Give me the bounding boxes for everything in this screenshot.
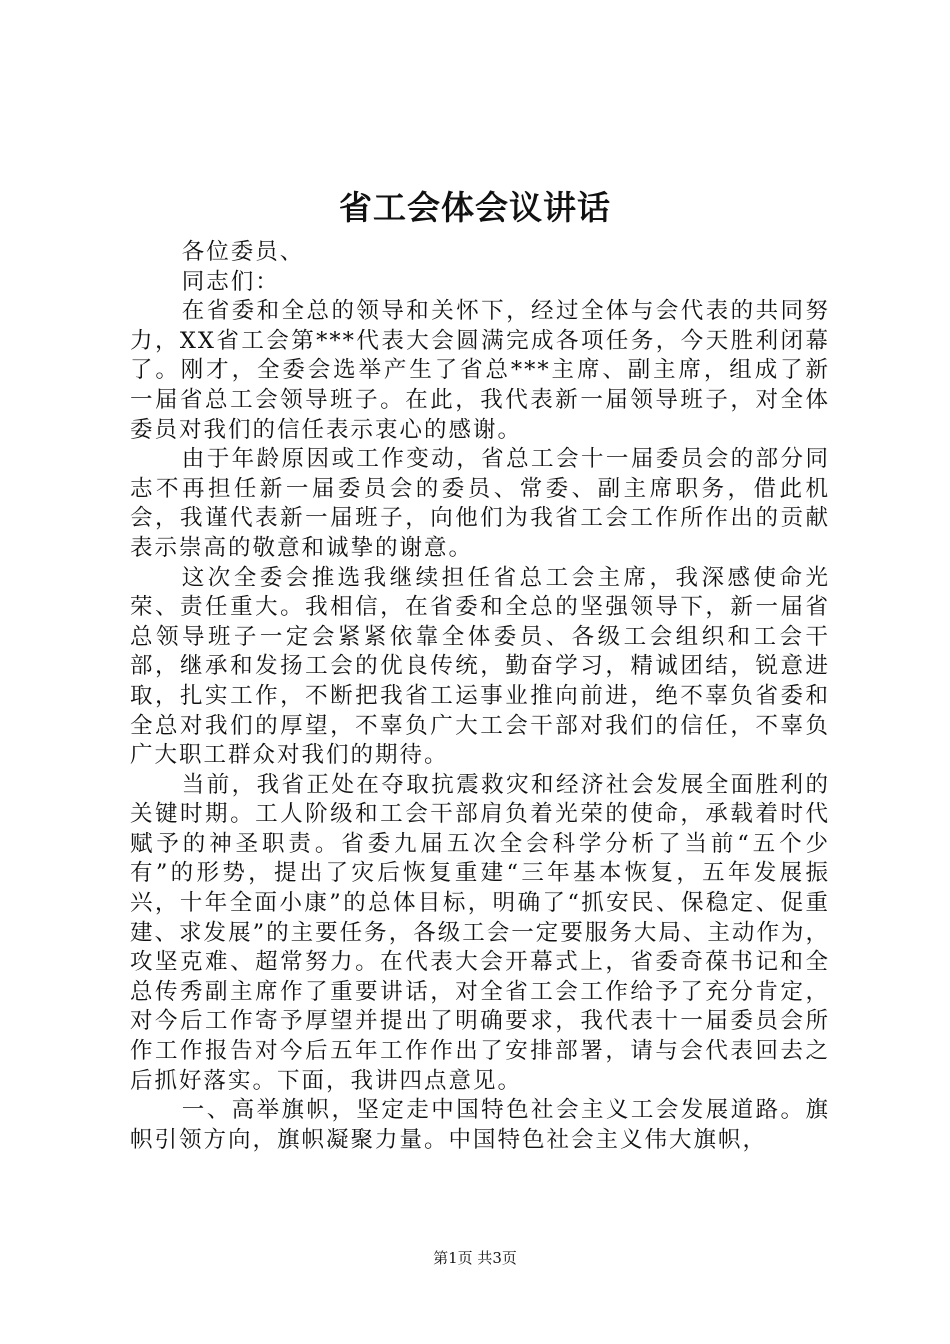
paragraph-3: 这次全委会推选我继续担任省总工会主席，我深感使命光荣、责任重大。我相信，在省委和全总的坚强领导下，新一届省总领导班子一定会紧紧依靠全体委员、各级工会组织和工会干部，继承和发扬工会的优良传统，勤奋学习，精诚团结，锐意进取，扎实工作，不断把我省工运事业推向前进，绝不辜负省委和全总对我们的厚望，不辜负广大工会干部对我们的信任，不辜负广大职工群众对我们的期待。 xyxy=(130,564,830,769)
page-footer: 第1页 共3页 xyxy=(433,1249,517,1267)
paragraph-4: 当前，我省正处在夺取抗震救灾和经济社会发展全面胜利的关键时期。工人阶级和工会干部肩负着光荣的使命，承载着时代赋予的神圣职责。省委九届五次全会科学分析了当前“五个少有”的形势，提出了灾后恢复重建“三年基本恢复，五年发展振兴，十年全面小康”的总体目标，明确了“抓安民、保稳定、促重建、求发展”的主要任务，各级工会一定要服务大局、主动作为，攻坚克难、超常努力。在代表大会开幕式上，省委奇葆书记和全总传秀副主席作了重要讲话，对全省工会工作给予了充分肯定，对今后工作寄予厚望并提出了明确要求，我代表十一届委员会所作工作报告对今后五年工作作出了安排部署，请与会代表回去之后抓好落实。下面，我讲四点意见。 xyxy=(130,771,830,1094)
paragraph-5: 一、高举旗帜，坚定走中国特色社会主义工会发展道路。旗帜引领方向，旗帜凝聚力量。中国特色社会主义伟大旗帜， xyxy=(130,1097,830,1153)
salutation-comrades: 同志们： xyxy=(181,268,280,295)
salutation-committee: 各位委员、 xyxy=(181,239,305,265)
paragraph-1: 在省委和全总的领导和关怀下，经过全体与会代表的共同努力，XX省工会第***代表大会圆满完成各项任务，今天胜利闭幕了。刚才，全委会选举产生了省总***主席、副主席，组成了新一届省总工会领导班子。在此，我代表新一届领导班子，对全体委员对我们的信任表示衷心的感谢。 xyxy=(130,298,830,443)
document-title: 省工会体会议讲话 xyxy=(339,188,611,227)
document-body xyxy=(130,238,830,1155)
paragraph-2: 由于年龄原因或工作变动，省总工会十一届委员会的部分同志不再担任新一届委员会的委员、常委、副主席职务，借此机会，我谨代表新一届班子，向他们为我省工会工作所作出的贡献表示崇高的敬意和诚挚的谢意。 xyxy=(130,446,830,561)
